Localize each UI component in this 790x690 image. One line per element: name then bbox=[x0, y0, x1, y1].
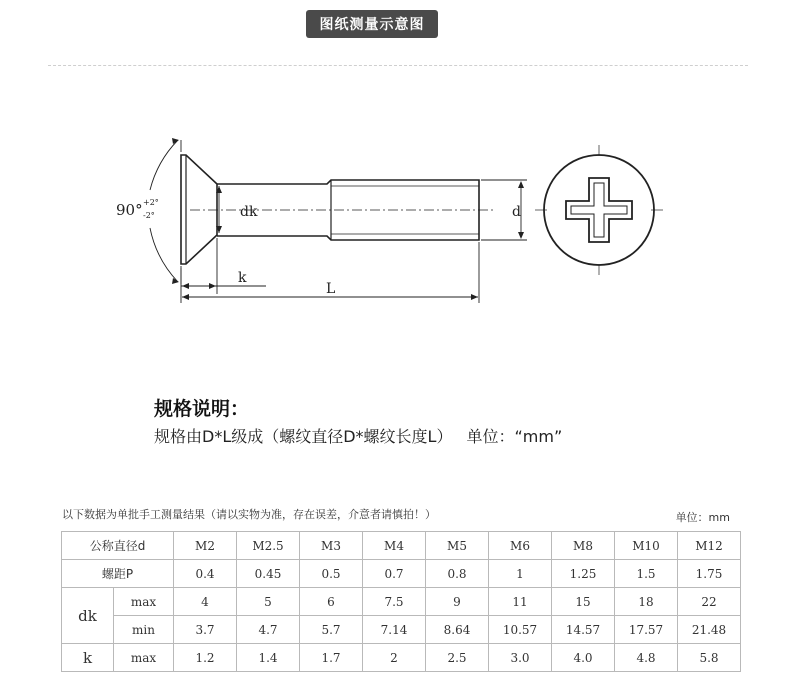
table-cell: 0.7 bbox=[363, 560, 426, 588]
angle-tol-minus: -2° bbox=[143, 211, 155, 220]
angle-arc-lower bbox=[150, 228, 178, 282]
table-cell: 4 bbox=[174, 588, 237, 616]
table-cell: 2.5 bbox=[426, 644, 489, 672]
table-cell: 1.4 bbox=[237, 644, 300, 672]
angle-tol-plus: +2° bbox=[143, 198, 159, 207]
table-cell: 3.0 bbox=[489, 644, 552, 672]
table-cell: 4.8 bbox=[615, 644, 678, 672]
table-header-label: 公称直径d bbox=[62, 532, 174, 560]
table-cell: 0.5 bbox=[300, 560, 363, 588]
angle-arc bbox=[150, 140, 178, 190]
spec-description bbox=[154, 424, 562, 447]
max-label: max bbox=[114, 588, 174, 616]
table-cell: 1 bbox=[489, 560, 552, 588]
table-cell: 6 bbox=[300, 588, 363, 616]
table-cell: 1.25 bbox=[552, 560, 615, 588]
table-cell: M2.5 bbox=[237, 532, 300, 560]
table-cell: M6 bbox=[489, 532, 552, 560]
spec-format: 规格由D*L级成（螺纹直径D*螺纹长度L） bbox=[154, 427, 453, 446]
table-cell: 5 bbox=[237, 588, 300, 616]
table-cell: 10.57 bbox=[489, 616, 552, 644]
phillips-cross-recess bbox=[566, 178, 632, 242]
L-label: L bbox=[326, 281, 336, 297]
table-cell: 7.5 bbox=[363, 588, 426, 616]
table-row-dk-max bbox=[62, 588, 741, 616]
table-row-k-max bbox=[62, 644, 741, 672]
table-cell: M12 bbox=[678, 532, 741, 560]
min-label: min bbox=[114, 616, 174, 644]
phillips-cross-inner bbox=[571, 183, 627, 237]
table-cell: M2 bbox=[174, 532, 237, 560]
table-cell: 1.75 bbox=[678, 560, 741, 588]
table-cell: M4 bbox=[363, 532, 426, 560]
unit-label: 单位：mm bbox=[675, 511, 730, 524]
table-cell: M5 bbox=[426, 532, 489, 560]
table-cell: 14.57 bbox=[552, 616, 615, 644]
table-cell: 18 bbox=[615, 588, 678, 616]
table-cell: 0.45 bbox=[237, 560, 300, 588]
table-cell: 15 bbox=[552, 588, 615, 616]
dk-row-label: dk bbox=[62, 588, 114, 644]
table-row-pitch bbox=[62, 560, 741, 588]
table-cell: 22 bbox=[678, 588, 741, 616]
angle-label: 90° bbox=[116, 201, 143, 219]
table-cell: 21.48 bbox=[678, 616, 741, 644]
table-cell: 5.7 bbox=[300, 616, 363, 644]
end-view-circle bbox=[544, 155, 654, 265]
table-cell: 3.7 bbox=[174, 616, 237, 644]
dk-label: dk bbox=[240, 204, 258, 220]
d-label: d bbox=[512, 204, 521, 220]
spec-unit: 单位：“mm” bbox=[466, 427, 563, 446]
max-label: max bbox=[114, 644, 174, 672]
k-row-label: k bbox=[62, 644, 114, 672]
table-cell: 5.8 bbox=[678, 644, 741, 672]
table-cell: 1.7 bbox=[300, 644, 363, 672]
table-row-header bbox=[62, 532, 741, 560]
page-title: 图纸测量示意图 bbox=[306, 10, 438, 38]
table-cell: 4.0 bbox=[552, 644, 615, 672]
table-cell: M8 bbox=[552, 532, 615, 560]
measurement-note: 以下数据为单批手工测量结果（请以实物为准，存在误差，介意者请慎拍！） bbox=[62, 508, 436, 521]
k-label: k bbox=[238, 270, 247, 286]
table-row-dk-min bbox=[62, 616, 741, 644]
pitch-label: 螺距P bbox=[62, 560, 174, 588]
table-cell: 0.8 bbox=[426, 560, 489, 588]
table-cell: 2 bbox=[363, 644, 426, 672]
table-cell: 17.57 bbox=[615, 616, 678, 644]
table-cell: 9 bbox=[426, 588, 489, 616]
table-cell: 11 bbox=[489, 588, 552, 616]
table-cell: 4.7 bbox=[237, 616, 300, 644]
table-cell: 0.4 bbox=[174, 560, 237, 588]
table-cell: M3 bbox=[300, 532, 363, 560]
table-cell: 7.14 bbox=[363, 616, 426, 644]
table-cell: M10 bbox=[615, 532, 678, 560]
spec-heading: 规格说明： bbox=[154, 398, 250, 420]
measurement-table bbox=[61, 531, 741, 672]
table-cell: 1.5 bbox=[615, 560, 678, 588]
table-cell: 1.2 bbox=[174, 644, 237, 672]
table-cell: 8.64 bbox=[426, 616, 489, 644]
